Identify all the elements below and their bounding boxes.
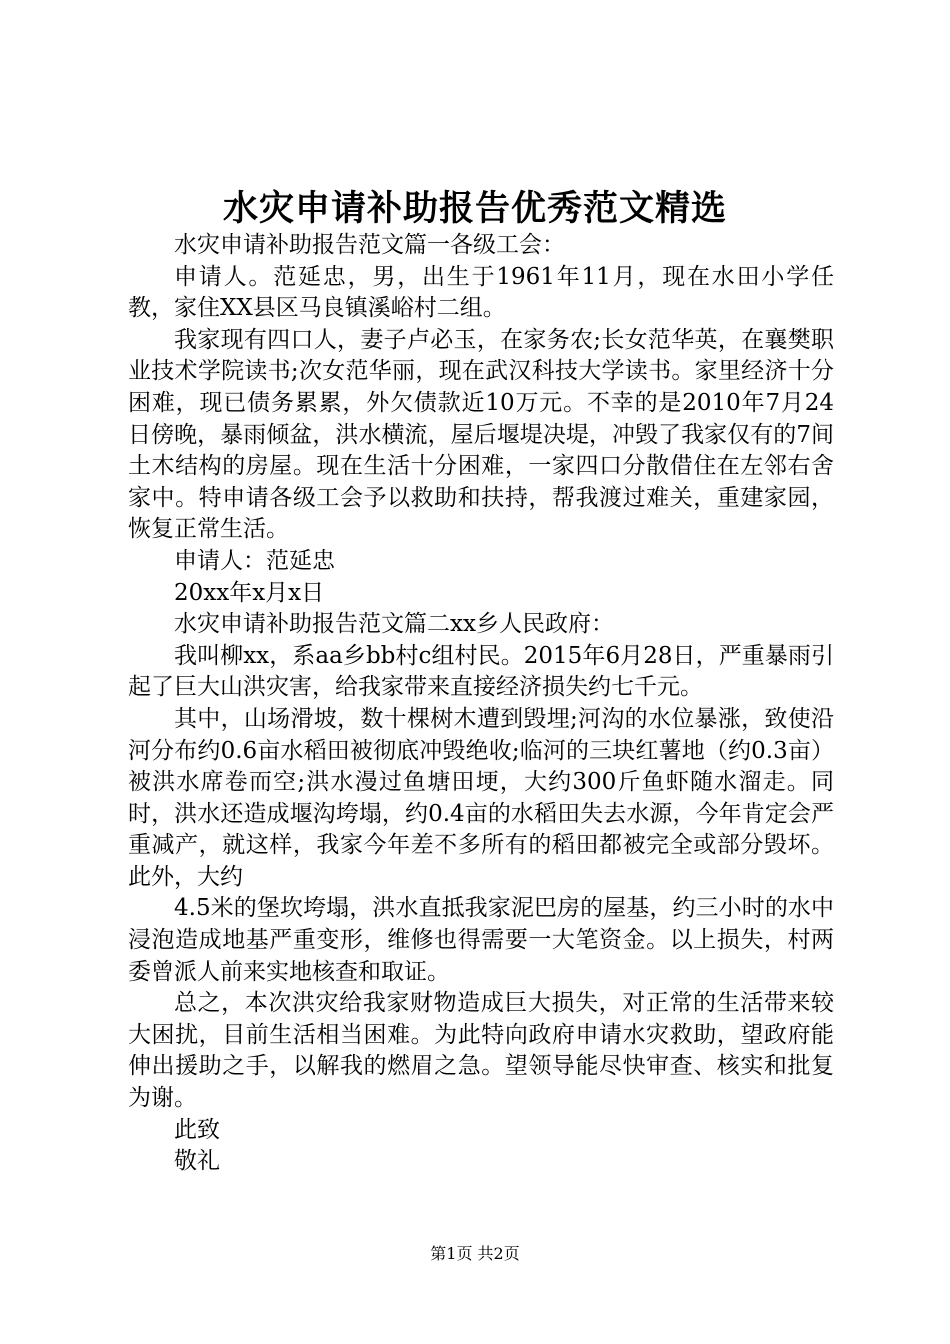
paragraph-signature-date: 20xx年x月x日 (174, 579, 325, 606)
paragraph-house-damage: 4.5米的堡坎垮塌，洪水直抵我家泥巴房的屋基，约三小时的水中浸泡造成地基严重变形，维修也得需要一大笔资金。以上损失，村两委曾派人前来实地核查和取证。 (128, 895, 834, 985)
document-title: 水灾申请补助报告优秀范文精选 (222, 188, 727, 229)
paragraph-conclusion: 总之，本次洪灾给我家财物造成巨大损失，对正常的生活带来较大困扰，目前生活相当困难。为此特向政府申请水灾救助，望政府能伸出援助之手，以解我的燃眉之急。望领导能尽快审查、核实和批复为谢。 (128, 990, 834, 1112)
paragraph-closing-1: 此致 (174, 1116, 220, 1143)
paragraph-applicant-info: 申请人。范延忠，男，出生于1961年11月，现在水田小学任教，家住XX县区马良镇溪峪村二组。 (128, 263, 834, 322)
page-number-footer: 第1页 共2页 (430, 1244, 520, 1263)
paragraph-family-situation: 我家现有四口人，妻子卢必玉，在家务农;长女范华英，在襄樊职业技术学院读书;次女范华丽，现在武汉科技大学读书。家里经济十分困难，现已债务累累，外欠债款近10万元。不幸的是2010年7月24日傍晚，暴雨倾盆，洪水横流，屋后堰堤决堤，冲毁了我家仅有的7间土木结构的房屋。现在生活十分困难，一家四口分散借住在左邻右舍家中。特申请各级工会予以救助和扶持，帮我渡过难关，重建家园，恢复正常生活。 (128, 326, 834, 543)
document-body (128, 230, 834, 1178)
paragraph-intro-1: 水灾申请补助报告范文篇一各级工会： (174, 232, 565, 258)
paragraph-disaster-summary: 我叫柳xx，系aa乡bb村c组村民。2015年6月28日，严重暴雨引起了巨大山洪灾害，给我家带来直接经济损失约七千元。 (128, 642, 834, 701)
paragraph-signature-name: 申请人：范延忠 (174, 547, 335, 574)
paragraph-loss-details: 其中，山场滑坡，数十棵树木遭到毁埋;河沟的水位暴涨，致使沿河分布约0.6亩水稻田被彻底冲毁绝收;临河的三块红薯地（约0.3亩）被洪水席卷而空;洪水漫过鱼塘田埂，大约300斤鱼虾随水溜走。同时，洪水还造成堰沟垮塌，约0.4亩的水稻田失去水源，今年肯定会严重减产，就这样，我家今年差不多所有的稻田都被完全或部分毁坏。此外，大约 (128, 705, 834, 890)
paragraph-closing-2: 敬礼 (174, 1148, 220, 1175)
paragraph-intro-2: 水灾申请补助报告范文篇二xx乡人民政府： (174, 611, 614, 638)
